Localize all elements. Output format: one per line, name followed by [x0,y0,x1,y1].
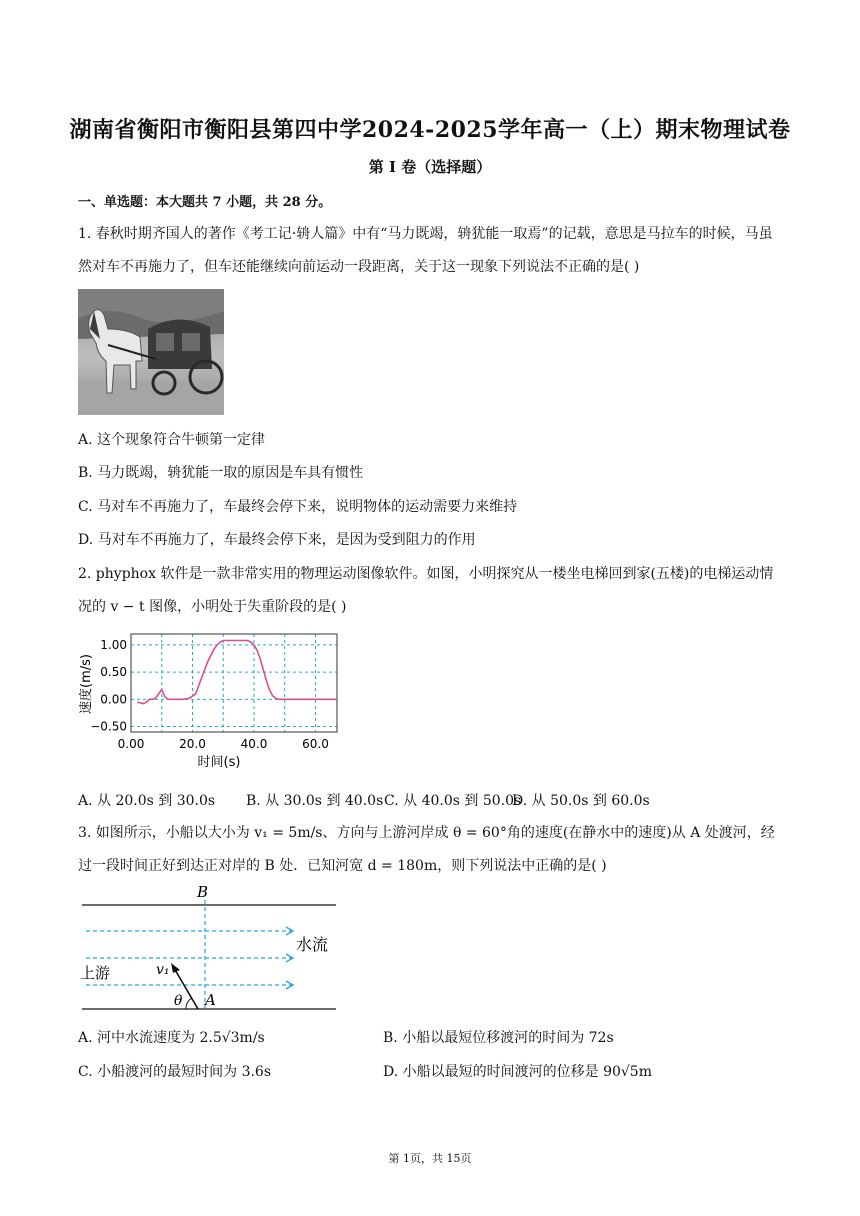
y-tick-label: 1.00 [100,637,127,652]
river-diagram [78,882,340,1016]
q3-option-b[interactable]: B. 小船以最短位移渡河的时间为 72s [383,1030,614,1046]
y-tick-label: 0.50 [100,665,127,680]
volume-subtitle: 第 I 卷（选择题） [368,158,492,176]
x-tick-label: 40.0 [240,737,268,751]
water-flow-lines [86,931,292,985]
question-3-text: 3. 如图所示，小船以大小为 v₁ = 5m/s、方向与上游河岸成 θ = 60°角的速度(在静水中的速度)从 A 处渡河，经过一段时间正好到达正对岸的 B 处．已知河宽 d = 180m，则下列说法中正确的是( ) [78,825,775,874]
label-upstream: 上游 [80,964,111,982]
y-tick-label: −0.50 [90,719,127,734]
q2-option-a[interactable]: A. 从 20.0s 到 30.0s [78,793,216,809]
page-footer: 第 1页，共 15页 [388,1152,472,1165]
section-heading: 一、单选题：本大题共 7 小题，共 28 分。 [78,195,332,210]
label-theta: θ [174,993,183,1009]
q1-option-a[interactable]: A. 这个现象符合牛顿第一定律 [78,432,266,448]
horse-carriage-image [78,289,224,415]
y-axis-label: 速度(m/s) [79,654,94,714]
label-v1: v₁ [156,962,170,978]
q2-option-b[interactable]: B. 从 30.0s 到 40.0s [246,793,384,809]
theta-arc [186,998,192,1009]
x-tick-label: 0.00 [117,737,145,751]
question-2-text: 2. phyphox 软件是一款非常实用的物理运动图像软件。如图，小明探究从一楼坐电梯回到家(五楼)的电梯运动情况的 v − t 图像，小明处于失重阶段的是( ) [78,566,774,615]
x-axis-label: 时间(s) [197,755,241,770]
q2-option-d[interactable]: D. 从 50.0s 到 60.0s [512,793,650,809]
y-tick-label: 0.00 [100,692,127,707]
chart-grid [131,634,337,732]
label-a: A [205,991,216,1009]
label-b: B [197,883,209,901]
q3-option-c[interactable]: C. 小船渡河的最短时间为 3.6s [78,1064,272,1080]
x-tick-label: 60.0 [302,737,329,751]
q1-option-b[interactable]: B. 马力既竭，辀犹能一取的原因是车具有惯性 [78,465,364,481]
x-tick-label: 20.0 [179,737,206,751]
page-title: 湖南省衡阳市衡阳县第四中学2024-2025学年高一（上）期末物理试卷 [69,117,791,143]
q3-option-a[interactable]: A. 河中水流速度为 2.5√3m/s [78,1030,265,1046]
vt-chart [74,626,346,774]
label-water-flow: 水流 [296,935,329,954]
q1-option-d[interactable]: D. 马对车不再施力了，车最终会停下来，是因为受到阻力的作用 [78,532,476,548]
q2-option-c[interactable]: C. 从 40.0s 到 50.0s [384,793,522,809]
q1-option-c[interactable]: C. 马对车不再施力了，车最终会停下来，说明物体的运动需要力来维持 [78,499,518,515]
v1-arrowhead [171,963,180,973]
q3-option-d[interactable]: D. 小船以最短的时间渡河的位移是 90√5m [383,1064,652,1080]
question-1-text: 1. 春秋时期齐国人的著作《考工记·辀人篇》中有“马力既竭，辀犹能一取焉”的记载，意思是马拉车的时候，马虽然对车不再施力了，但车还能继续向前运动一段距离，关于这一现象下列说法不正确的是( ) [78,226,773,275]
